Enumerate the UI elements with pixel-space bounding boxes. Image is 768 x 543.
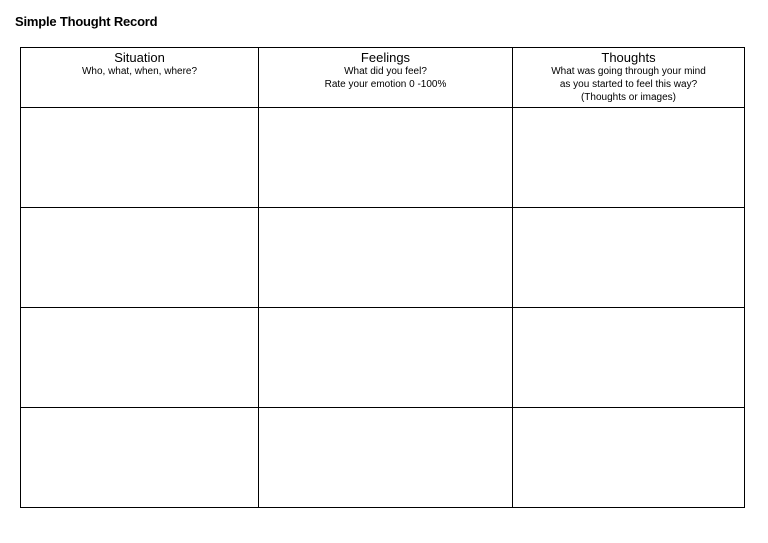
feelings-cell[interactable]: [259, 408, 513, 508]
feelings-cell[interactable]: [259, 308, 513, 408]
feelings-prompt-line-1: What did you feel?: [344, 66, 427, 77]
table-row: [21, 408, 745, 508]
situation-cell[interactable]: [21, 308, 259, 408]
page-title: Simple Thought Record: [15, 14, 158, 29]
situation-heading: Situation: [114, 50, 165, 65]
feelings-column-header: [259, 48, 513, 108]
situation-column-header: [21, 48, 259, 108]
thoughts-cell[interactable]: [513, 108, 745, 208]
header-row: [21, 48, 745, 108]
thoughts-cell[interactable]: [513, 208, 745, 308]
thought-record-table: [20, 47, 745, 508]
situation-cell[interactable]: [21, 108, 259, 208]
table-row: [21, 108, 745, 208]
thoughts-cell[interactable]: [513, 408, 745, 508]
thoughts-prompt-line-1: What was going through your mind: [551, 66, 706, 77]
table-row: [21, 308, 745, 408]
feelings-prompt-line-2: Rate your emotion 0 -100%: [324, 79, 447, 90]
thoughts-prompt-line-3: (Thoughts or images): [580, 92, 677, 103]
table-row: [21, 208, 745, 308]
situation-cell[interactable]: [21, 408, 259, 508]
thoughts-heading: Thoughts: [601, 50, 656, 65]
situation-prompt: Who, what, when, where?: [81, 66, 198, 77]
situation-cell[interactable]: [21, 208, 259, 308]
thoughts-prompt-line-2: as you started to feel this way?: [559, 79, 698, 90]
thoughts-cell[interactable]: [513, 308, 745, 408]
feelings-heading: Feelings: [360, 50, 411, 65]
feelings-cell[interactable]: [259, 208, 513, 308]
feelings-cell[interactable]: [259, 108, 513, 208]
thoughts-column-header: [513, 48, 745, 108]
